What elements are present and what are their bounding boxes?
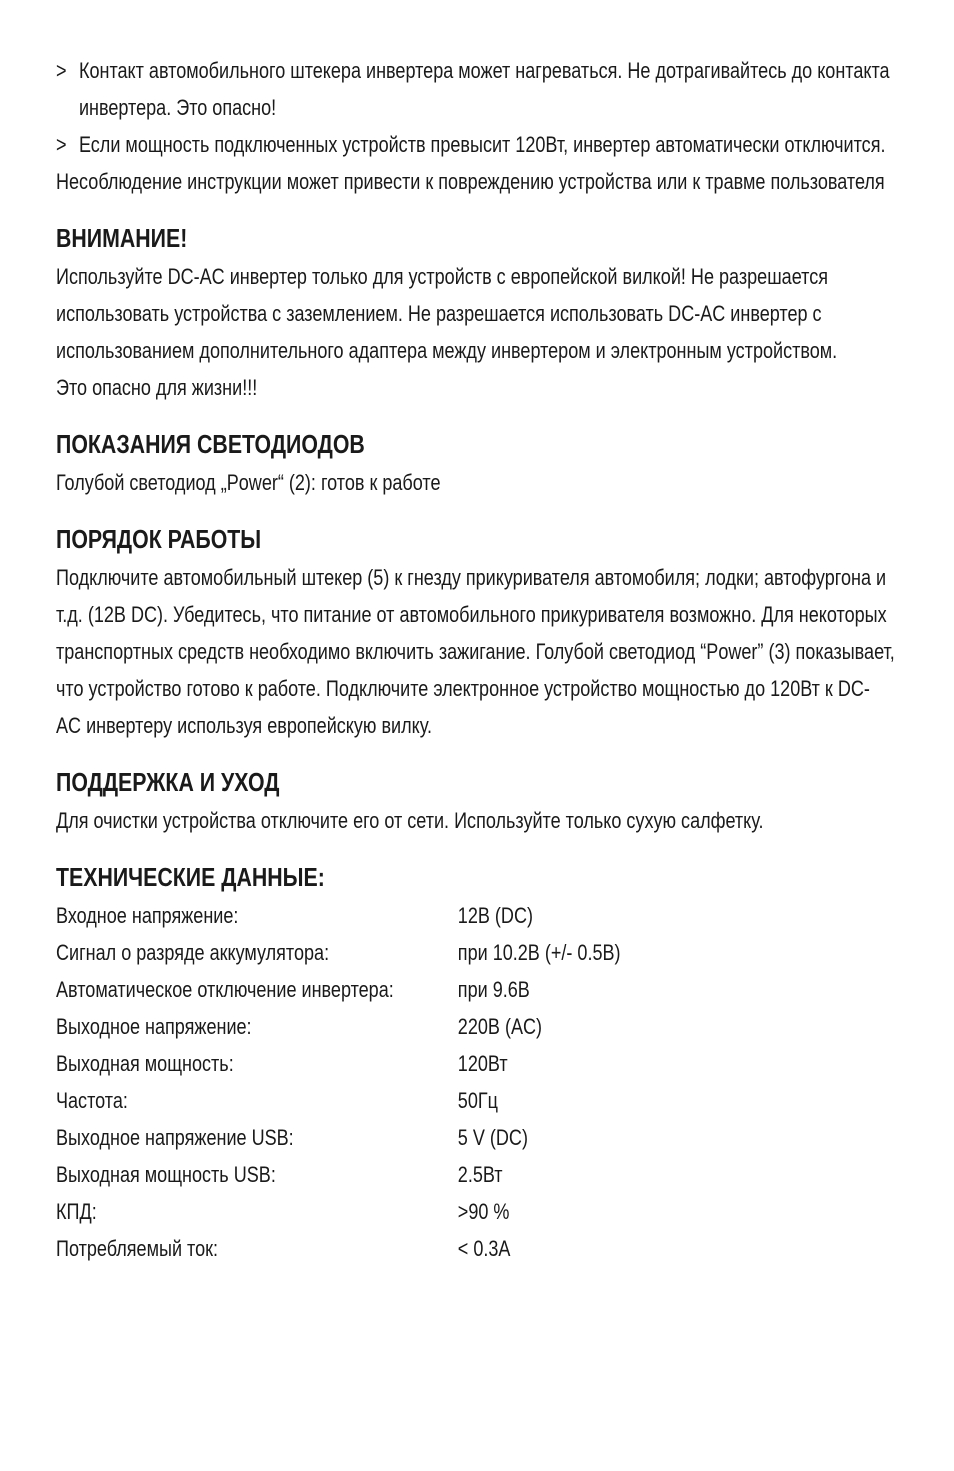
spec-label: Выходное напряжение: (56, 1014, 252, 1039)
bullet-mark: > (56, 58, 67, 83)
spec-value: при 10.2В (+/- 0.5В) (457, 940, 621, 965)
spec-value: при 9.6В (457, 977, 530, 1002)
spec-value: < 0.3А (457, 1236, 511, 1261)
warning-item (56, 126, 896, 163)
spec-row (56, 1230, 896, 1267)
attention-heading: ВНИМАНИЕ! (56, 223, 188, 253)
warning-text: Контакт автомобильного штекера инвертера может нагреваться. Не дотрагивайтесь до контакта инвертера. Это опасно! (78, 58, 890, 120)
spec-row (56, 1082, 896, 1119)
warning-item (56, 52, 896, 126)
spec-row (56, 1119, 896, 1156)
spec-label: Выходное напряжение USB: (56, 1125, 294, 1150)
spec-label: Выходная мощность USB: (56, 1162, 276, 1187)
spec-label: КПД: (56, 1199, 97, 1224)
spec-value: 12В (DC) (457, 903, 533, 928)
spec-row (56, 1045, 896, 1082)
spec-row (56, 971, 896, 1008)
spec-label: Выходная мощность: (56, 1051, 234, 1076)
attention-danger: Это опасно для жизни!!! (56, 375, 258, 400)
warning-text: Если мощность подключенных устройств превысит 120Вт, инвертер автоматически отключится. (78, 132, 886, 157)
spec-row (56, 1193, 896, 1230)
specs-heading: ТЕХНИЧЕСКИЕ ДАННЫЕ: (56, 862, 325, 892)
bullet-mark: > (56, 132, 67, 157)
manual-page (56, 52, 896, 1267)
spec-value: 50Гц (457, 1088, 498, 1113)
leds-text: Голубой светодиод „Power“ (2): готов к работе (56, 470, 441, 495)
spec-value: 220В (AC) (457, 1014, 543, 1039)
spec-value: 5 V (DC) (457, 1125, 528, 1150)
attention-text: Используйте DC-AC инвертер только для устройств с европейской вилкой! Не разрешается использовать устройства с заземлением. Не разрешается использовать DC-AC инвертер с использованием дополнительного адаптера между инвертером и электронным устройством. (56, 264, 838, 363)
spec-row (56, 897, 896, 934)
spec-value: 2.5Вт (457, 1162, 503, 1187)
operation-heading: ПОРЯДОК РАБОТЫ (56, 524, 262, 554)
spec-label: Потребляемый ток: (56, 1236, 219, 1261)
leds-heading: ПОКАЗАНИЯ СВЕТОДИОДОВ (56, 429, 365, 459)
specs-table (56, 897, 896, 1267)
spec-label: Входное напряжение: (56, 903, 239, 928)
spec-row (56, 1156, 896, 1193)
spec-label: Автоматическое отключение инвертера: (56, 977, 394, 1002)
spec-value: 120Вт (457, 1051, 508, 1076)
care-heading: ПОДДЕРЖКА И УХОД (56, 767, 280, 797)
spec-row (56, 1008, 896, 1045)
spec-label: Сигнал о разряде аккумулятора: (56, 940, 330, 965)
spec-row (56, 934, 896, 971)
care-text: Для очистки устройства отключите его от сети. Используйте только сухую салфетку. (56, 808, 764, 833)
warning-note: Несоблюдение инструкции может привести к повреждению устройства или к травме пользователя (56, 169, 885, 194)
spec-value: >90 % (457, 1199, 510, 1224)
spec-label: Частота: (56, 1088, 128, 1113)
operation-text: Подключите автомобильный штекер (5) к гнезду прикуривателя автомобиля; лодки; автофургона и т.д. (12В DC). Убедитесь, что питание от автомобильного прикуривателя возможно. Для некоторых транспортных средств необходимо включить зажигание. Голубой светодиод “Power” (3) показывает, что устройство готово к работе. Подключите электронное устройство мощностью до 120Вт к DC- AC инвертеру используя европейскую вилку. (56, 565, 895, 738)
